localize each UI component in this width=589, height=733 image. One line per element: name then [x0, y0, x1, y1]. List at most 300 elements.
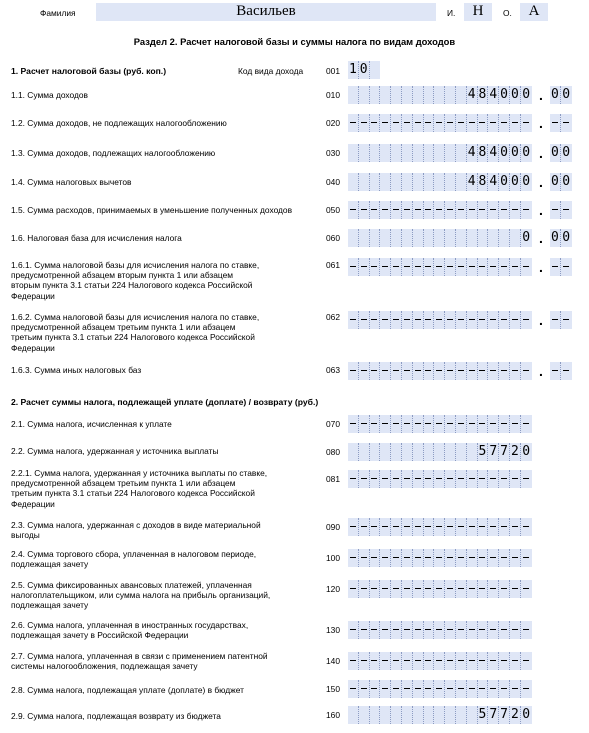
- digit-cell: [488, 652, 499, 670]
- digit-cell: [380, 706, 391, 724]
- digit-cell: [424, 362, 435, 380]
- income-code-label: Код вида дохода: [238, 66, 304, 76]
- digit-cell: [402, 621, 413, 639]
- digit-cell: [359, 470, 370, 488]
- digit-cell: [402, 114, 413, 132]
- rub-field-040[interactable]: [348, 173, 532, 191]
- row-label-150: 2.8. Сумма налога, подлежащая уплате (доплате) в бюджет: [11, 685, 244, 695]
- row-label-080: 2.2. Сумма налога, удержанная у источника выплаты: [11, 446, 219, 456]
- digit-cell: 0: [562, 145, 571, 160]
- tax-field-160[interactable]: [348, 706, 532, 724]
- row-label-010: 1.1. Сумма доходов: [11, 90, 88, 100]
- digit-cell: [413, 201, 424, 219]
- decimal-point: .: [539, 230, 543, 246]
- digit-cell: [467, 415, 478, 433]
- digit-cell: [456, 580, 467, 598]
- row-label-160: 2.9. Сумма налога, подлежащая возврату из бюджета: [11, 711, 221, 721]
- digit-cell: [510, 114, 521, 132]
- digit-cell: [370, 415, 381, 433]
- digit-cell: [391, 173, 402, 191]
- digit-cell: [359, 706, 370, 724]
- digit-cell: [370, 362, 381, 380]
- digit-cell: [510, 652, 521, 670]
- digit-cell: [445, 258, 456, 276]
- digit-cell: [424, 311, 435, 329]
- digit-cell: [434, 652, 445, 670]
- digit-cell: [424, 258, 435, 276]
- row-code-062: 062: [326, 312, 340, 322]
- digit-cell: [488, 229, 499, 247]
- digit-cell: [424, 706, 435, 724]
- digit-cell: [510, 415, 521, 433]
- digit-cell: [550, 114, 561, 132]
- digit-cell: [510, 621, 521, 639]
- digit-cell: [499, 580, 510, 598]
- digit-cell: [380, 518, 391, 536]
- digit-cell: [521, 470, 532, 488]
- digit-cell: 4: [467, 145, 476, 160]
- digit-cell: [521, 362, 532, 380]
- digit-cell: [370, 470, 381, 488]
- surname-label: Фамилия: [40, 8, 76, 18]
- digit-cell: [391, 86, 402, 104]
- digit-cell: [370, 443, 381, 461]
- digit-cell: [402, 362, 413, 380]
- decimal-point: .: [539, 145, 543, 161]
- digit-cell: [510, 680, 521, 698]
- digit-cell: [550, 258, 561, 276]
- row-label-090: 2.3. Сумма налога, удержанная с доходов в виде материальной выгоды: [11, 520, 261, 541]
- digit-cell: [348, 518, 359, 536]
- digit-cell: [391, 621, 402, 639]
- digit-cell: [380, 173, 391, 191]
- row-code-030: 030: [326, 148, 340, 158]
- kop-field-020[interactable]: [550, 114, 572, 132]
- digit-cell: [348, 470, 359, 488]
- decimal-point: .: [539, 259, 543, 275]
- digit-cell: [380, 443, 391, 461]
- digit-cell: [456, 706, 467, 724]
- rub-field-060[interactable]: [348, 229, 532, 247]
- digit-cell: [402, 680, 413, 698]
- tax-field-100[interactable]: [348, 549, 532, 567]
- digit-cell: [391, 229, 402, 247]
- digit-cell: [380, 258, 391, 276]
- digit-cell: [380, 415, 391, 433]
- digit-cell: [359, 144, 370, 162]
- digit-cell: 0: [550, 145, 559, 160]
- digit-cell: 2: [510, 444, 519, 459]
- digit-cell: [456, 470, 467, 488]
- digit-cell: [348, 173, 359, 191]
- rub-field-063[interactable]: [348, 362, 532, 380]
- digit-cell: [391, 114, 402, 132]
- digit-cell: [413, 621, 424, 639]
- initial1-field[interactable]: Н: [464, 3, 492, 21]
- digit-cell: [413, 470, 424, 488]
- digit-cell: 0: [562, 174, 571, 189]
- digit-cell: [445, 443, 456, 461]
- digit-cell: [521, 680, 532, 698]
- digit-cell: [380, 580, 391, 598]
- digit-cell: 0: [522, 145, 531, 160]
- tax-field-120[interactable]: [348, 580, 532, 598]
- digit-cell: [467, 114, 478, 132]
- digit-cell: [434, 706, 445, 724]
- rub-field-050[interactable]: [348, 201, 532, 219]
- digit-cell: [488, 580, 499, 598]
- kop-field-050[interactable]: [550, 201, 572, 219]
- rub-field-061[interactable]: [348, 258, 532, 276]
- digit-cell: [445, 201, 456, 219]
- digit-cell: [370, 86, 381, 104]
- digit-cell: [510, 311, 521, 329]
- digit-cell: [359, 621, 370, 639]
- digit-cell: [550, 201, 561, 219]
- digit-cell: [413, 86, 424, 104]
- digit-cell: [456, 549, 467, 567]
- digit-cell: [370, 706, 381, 724]
- digit-cell: [391, 311, 402, 329]
- digit-cell: 0: [522, 87, 531, 102]
- row-code-081: 081: [326, 474, 340, 484]
- digit-cell: [348, 201, 359, 219]
- row-label-120: 2.5. Сумма фиксированных авансовых платежей, уплаченная налогоплательщиком, или сумма налога на прибыль организаций, подлежащая зачету: [11, 580, 271, 611]
- tax-field-150[interactable]: [348, 680, 532, 698]
- kop-field-040[interactable]: [550, 173, 572, 191]
- digit-cell: [510, 518, 521, 536]
- row-code-150: 150: [326, 684, 340, 694]
- row-code-120: 120: [326, 584, 340, 594]
- digit-cell: [359, 311, 370, 329]
- digit-cell: [521, 518, 532, 536]
- digit-cell: [521, 415, 532, 433]
- digit-cell: [359, 258, 370, 276]
- digit-cell: [370, 680, 381, 698]
- surname-field[interactable]: Васильев: [96, 3, 436, 21]
- tax-field-090[interactable]: [348, 518, 532, 536]
- initial2-field[interactable]: А: [520, 3, 548, 21]
- digit-cell: [478, 580, 489, 598]
- row-label-062: 1.6.2. Сумма налоговой базы для исчисления налога по ставке, предусмотренной абзацем третьим пункта 1 или абзацем третьим пункта 3.1 статьи 224 Налогового кодекса Российской Федерации: [11, 312, 260, 353]
- digit-cell: [445, 706, 456, 724]
- digit-cell: [521, 621, 532, 639]
- section1-heading: 1. Расчет налоговой базы (руб. коп.): [11, 66, 167, 76]
- digit-cell: [370, 201, 381, 219]
- digit-cell: [380, 680, 391, 698]
- digit-cell: [456, 114, 467, 132]
- row-label-081: 2.2.1. Сумма налога, удержанная у источника выплаты по ставке, предусмотренной абзацем третьим пункта 1 или абзацем третьим пункта 3.1 статьи 224 Налогового кодекса Российской Федерации: [11, 468, 268, 509]
- digit-cell: [380, 362, 391, 380]
- kop-field-061[interactable]: [550, 258, 572, 276]
- digit-cell: [359, 549, 370, 567]
- digit-cell: 7: [500, 444, 508, 459]
- decimal-point: .: [539, 115, 543, 131]
- digit-cell: [359, 362, 370, 380]
- digit-cell: [510, 229, 521, 247]
- digit-cell: [456, 621, 467, 639]
- digit-cell: [467, 518, 478, 536]
- digit-cell: 0: [550, 87, 559, 102]
- digit-cell: [391, 362, 402, 380]
- digit-cell: [445, 173, 456, 191]
- digit-cell: 8: [478, 174, 487, 189]
- digit-cell: [402, 86, 413, 104]
- digit-cell: [434, 258, 445, 276]
- digit-cell: [510, 470, 521, 488]
- digit-cell: [510, 362, 521, 380]
- digit-cell: [510, 258, 521, 276]
- digit-cell: [456, 311, 467, 329]
- digit-cell: [348, 415, 359, 433]
- digit-cell: [402, 229, 413, 247]
- section2-heading: 2. Расчет суммы налога, подлежащей уплате (доплате) / возврату (руб.): [11, 397, 319, 407]
- digit-cell: [456, 680, 467, 698]
- digit-cell: [456, 229, 467, 247]
- decimal-point: .: [539, 87, 543, 103]
- digit-cell: 0: [522, 174, 531, 189]
- digit-cell: [424, 415, 435, 433]
- digit-cell: [402, 580, 413, 598]
- digit-cell: [370, 144, 381, 162]
- tax-field-070[interactable]: [348, 415, 532, 433]
- digit-cell: [434, 580, 445, 598]
- digit-cell: [413, 258, 424, 276]
- row-code-040: 040: [326, 177, 340, 187]
- digit-cell: [348, 443, 359, 461]
- digit-cell: [434, 443, 445, 461]
- row-code-061: 061: [326, 260, 340, 270]
- digit-cell: [510, 201, 521, 219]
- digit-cell: [488, 201, 499, 219]
- row-label-070: 2.1. Сумма налога, исчисленная к уплате: [11, 419, 172, 429]
- rub-field-020[interactable]: [348, 114, 532, 132]
- digit-cell: [359, 518, 370, 536]
- digit-cell: [380, 549, 391, 567]
- digit-cell: [445, 621, 456, 639]
- digit-cell: [370, 652, 381, 670]
- digit-cell: [348, 680, 359, 698]
- digit-cell: [424, 86, 435, 104]
- digit-cell: [391, 580, 402, 598]
- digit-cell: [467, 680, 478, 698]
- digit-cell: [380, 229, 391, 247]
- digit-cell: 4: [467, 174, 476, 189]
- digit-cell: [424, 549, 435, 567]
- digit-cell: [434, 362, 445, 380]
- row-code-070: 070: [326, 419, 340, 429]
- digit-cell: [561, 201, 572, 219]
- rub-field-010[interactable]: [348, 86, 532, 104]
- digit-cell: [424, 652, 435, 670]
- digit-cell: 0: [522, 230, 531, 245]
- digit-cell: [402, 144, 413, 162]
- digit-cell: [499, 652, 510, 670]
- digit-cell: [521, 311, 532, 329]
- digit-cell: 0: [510, 87, 519, 102]
- income-code-field[interactable]: [348, 61, 380, 79]
- digit-cell: [359, 443, 370, 461]
- digit-cell: [499, 549, 510, 567]
- digit-cell: [510, 549, 521, 567]
- digit-cell: [467, 580, 478, 598]
- digit-cell: [434, 470, 445, 488]
- digit-cell: [370, 580, 381, 598]
- row-code-100: 100: [326, 553, 340, 563]
- rub-field-030[interactable]: [348, 144, 532, 162]
- digit-cell: [499, 311, 510, 329]
- digit-cell: [424, 114, 435, 132]
- digit-cell: [413, 415, 424, 433]
- digit-cell: [478, 470, 489, 488]
- digit-cell: [348, 549, 359, 567]
- digit-cell: [521, 580, 532, 598]
- digit-cell: [348, 86, 359, 104]
- digit-cell: [413, 580, 424, 598]
- digit-cell: [456, 144, 467, 162]
- digit-cell: [550, 311, 561, 329]
- digit-cell: [348, 652, 359, 670]
- kop-field-010[interactable]: [550, 86, 572, 104]
- digit-cell: [488, 680, 499, 698]
- digit-cell: [380, 144, 391, 162]
- digit-cell: [413, 706, 424, 724]
- digit-cell: [467, 258, 478, 276]
- kop-field-062[interactable]: [550, 311, 572, 329]
- digit-cell: [434, 201, 445, 219]
- tax-field-080[interactable]: [348, 443, 532, 461]
- digit-cell: [561, 114, 572, 132]
- initial1-label: И.: [447, 8, 456, 18]
- digit-cell: [434, 680, 445, 698]
- tax-field-130[interactable]: [348, 621, 532, 639]
- row-code-060: 060: [326, 233, 340, 243]
- digit-cell: [424, 229, 435, 247]
- digit-cell: [488, 311, 499, 329]
- digit-cell: [445, 470, 456, 488]
- digit-cell: [391, 144, 402, 162]
- digit-cell: [478, 229, 489, 247]
- digit-cell: [521, 549, 532, 567]
- digit-cell: [391, 470, 402, 488]
- kop-field-063[interactable]: [550, 362, 572, 380]
- digit-cell: [550, 362, 561, 380]
- digit-cell: [561, 258, 572, 276]
- initial2-label: О.: [503, 8, 512, 18]
- digit-cell: [478, 621, 489, 639]
- digit-cell: [413, 144, 424, 162]
- row-code-130: 130: [326, 625, 340, 635]
- digit-cell: [456, 518, 467, 536]
- kop-field-060[interactable]: [550, 229, 572, 247]
- digit-cell: 0: [510, 174, 519, 189]
- digit-cell: [348, 621, 359, 639]
- digit-cell: [402, 706, 413, 724]
- digit-cell: [456, 173, 467, 191]
- digit-cell: 7: [489, 707, 498, 722]
- digit-cell: 4: [489, 174, 498, 189]
- digit-cell: [413, 443, 424, 461]
- digit-cell: [424, 144, 435, 162]
- digit-cell: [424, 518, 435, 536]
- digit-cell: [467, 706, 478, 724]
- row-label-040: 1.4. Сумма налоговых вычетов: [11, 177, 132, 187]
- digit-cell: [348, 362, 359, 380]
- digit-cell: [391, 680, 402, 698]
- row-code-090: 090: [326, 522, 340, 532]
- digit-cell: [370, 621, 381, 639]
- digit-cell: [499, 470, 510, 488]
- digit-cell: [499, 229, 510, 247]
- digit-cell: 4: [489, 87, 498, 102]
- digit-cell: [478, 680, 489, 698]
- digit-cell: 0: [522, 707, 531, 722]
- digit-cell: [445, 86, 456, 104]
- digit-cell: [445, 415, 456, 433]
- digit-cell: 0: [550, 230, 559, 245]
- digit-cell: [510, 580, 521, 598]
- digit-cell: [488, 621, 499, 639]
- kop-field-030[interactable]: [550, 144, 572, 162]
- digit-cell: [402, 258, 413, 276]
- digit-cell: [402, 518, 413, 536]
- digit-cell: [561, 311, 572, 329]
- digit-cell: [424, 580, 435, 598]
- digit-cell: [561, 362, 572, 380]
- digit-cell: [370, 311, 381, 329]
- digit-cell: [370, 549, 381, 567]
- digit-cell: 0: [500, 87, 508, 102]
- digit-cell: [413, 680, 424, 698]
- rub-field-062[interactable]: [348, 311, 532, 329]
- digit-cell: [380, 86, 391, 104]
- digit-cell: [456, 362, 467, 380]
- digit-cell: [445, 652, 456, 670]
- digit-cell: [445, 549, 456, 567]
- tax-field-140[interactable]: [348, 652, 532, 670]
- digit-cell: [402, 652, 413, 670]
- digit-cell: 0: [550, 174, 559, 189]
- digit-cell: [380, 311, 391, 329]
- digit-cell: [499, 415, 510, 433]
- decimal-point: .: [539, 174, 543, 190]
- digit-cell: [359, 86, 370, 104]
- digit-cell: [359, 201, 370, 219]
- row-label-061: 1.6.1. Сумма налоговой базы для исчисления налога по ставке, предусмотренной абзацем вторым пункта 1 или абзацем вторым пункта 3.1 статьи 224 Налогового кодекса Российской Федерации: [11, 260, 260, 301]
- digit-cell: [445, 144, 456, 162]
- digit-cell: [359, 415, 370, 433]
- digit-cell: 0: [562, 87, 571, 102]
- digit-cell: [348, 144, 359, 162]
- digit-cell: [391, 518, 402, 536]
- digit-cell: [499, 621, 510, 639]
- digit-cell: [467, 229, 478, 247]
- digit-cell: [499, 201, 510, 219]
- digit-cell: [424, 443, 435, 461]
- digit-cell: [370, 229, 381, 247]
- digit-cell: [413, 311, 424, 329]
- digit-cell: 8: [478, 87, 487, 102]
- digit-cell: [402, 173, 413, 191]
- digit-cell: 4: [489, 145, 498, 160]
- decimal-point: .: [539, 202, 543, 218]
- row-label-100: 2.4. Сумма торгового сбора, уплаченная в налоговом периоде, подлежащая зачету: [11, 549, 257, 570]
- digit-cell: [370, 258, 381, 276]
- tax-field-081[interactable]: [348, 470, 532, 488]
- digit-cell: 2: [510, 707, 519, 722]
- digit-cell: [402, 311, 413, 329]
- digit-cell: [359, 173, 370, 191]
